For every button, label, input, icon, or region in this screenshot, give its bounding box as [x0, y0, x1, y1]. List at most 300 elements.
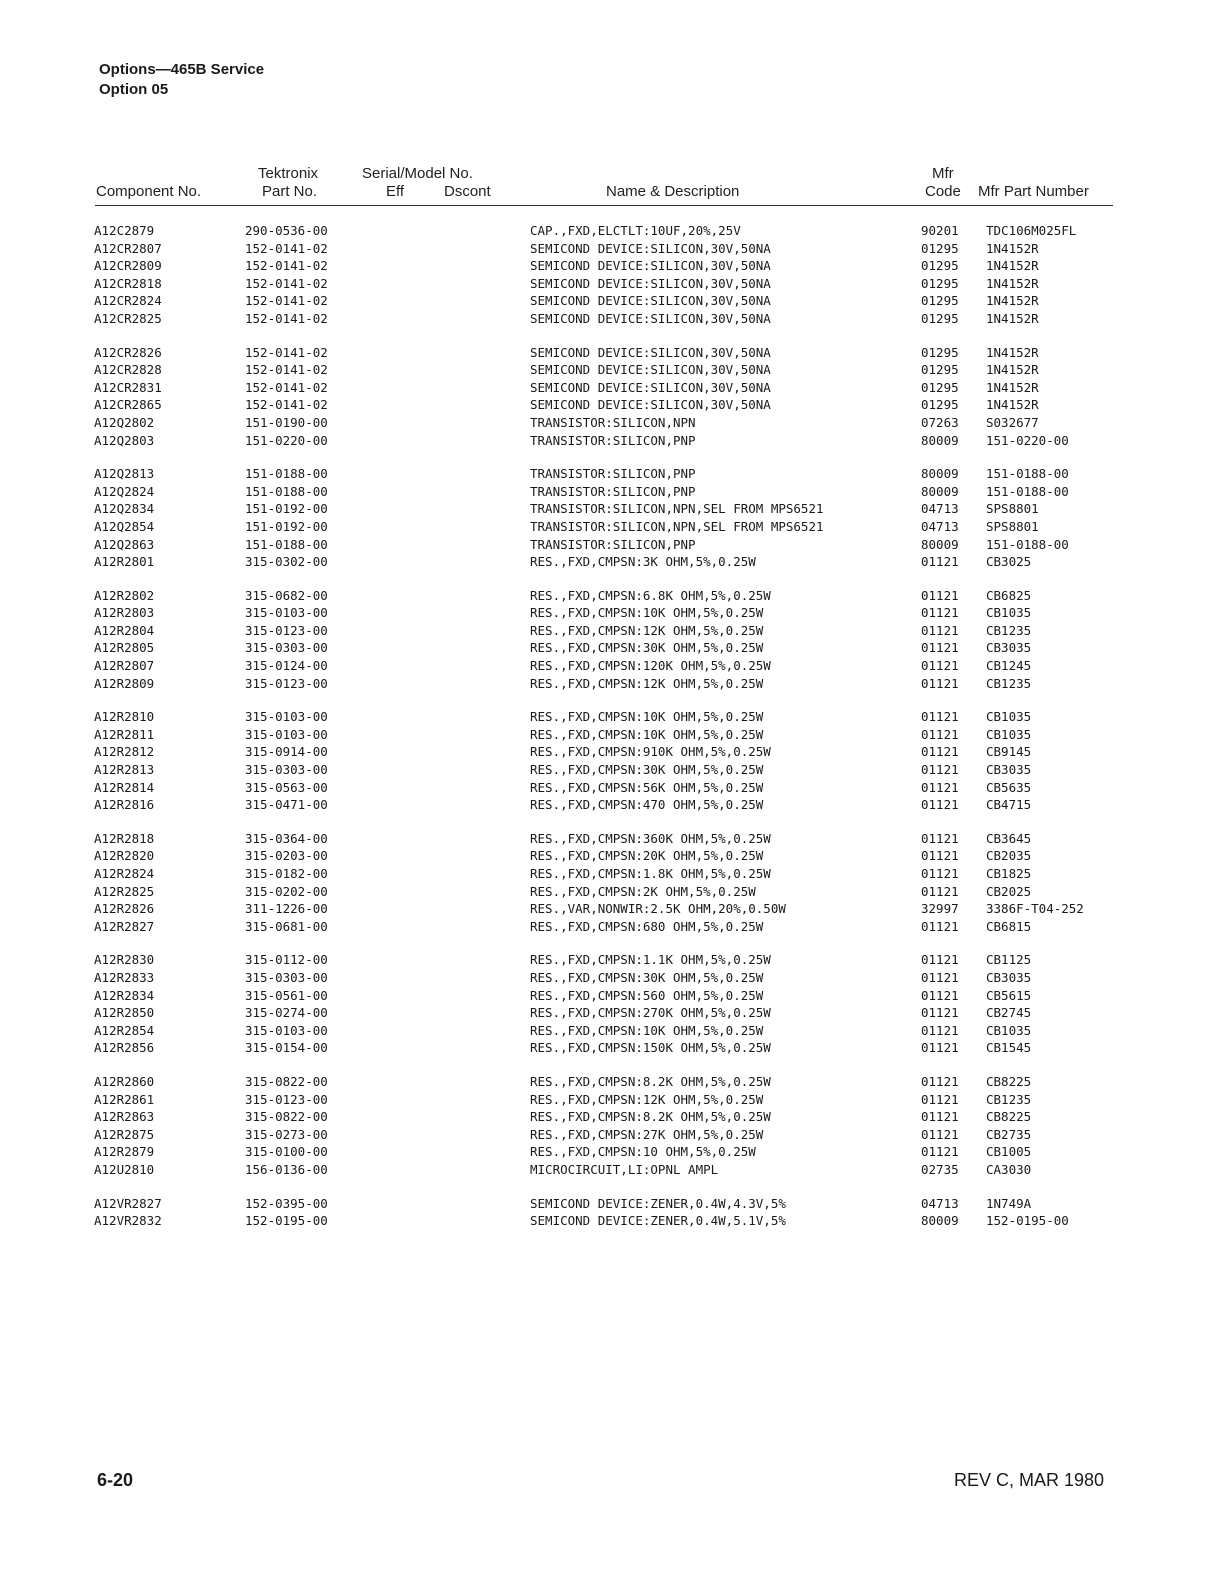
table-row: [0, 1022, 1224, 1040]
table-row: [0, 240, 1224, 258]
part-number: 315-0123-00: [245, 1091, 328, 1107]
component-number: A12CR2825: [94, 310, 162, 326]
mfr-part-number: 152-0195-00: [986, 1213, 1069, 1229]
part-number: 152-0395-00: [245, 1195, 328, 1211]
name-description: RES.,FXD,CMPSN:12K OHM,5%,0.25W: [530, 675, 764, 691]
part-number: 151-0190-00: [245, 414, 328, 430]
mfr-code: 01121: [921, 987, 959, 1003]
mfr-code: 80009: [921, 432, 959, 448]
name-description: RES.,FXD,CMPSN:30K OHM,5%,0.25W: [530, 969, 764, 985]
part-number: 315-0123-00: [245, 622, 328, 638]
mfr-code: 01121: [921, 726, 959, 742]
component-number: A12Q2854: [94, 518, 155, 534]
name-description: RES.,FXD,CMPSN:910K OHM,5%,0.25W: [530, 744, 771, 760]
part-number: 315-0561-00: [245, 987, 328, 1003]
component-number: A12R2809: [94, 675, 155, 691]
part-number: 151-0188-00: [245, 483, 328, 499]
name-description: SEMICOND DEVICE:SILICON,30V,50NA: [530, 258, 771, 274]
component-number: A12Q2863: [94, 536, 155, 552]
table-row: [0, 379, 1224, 397]
name-description: RES.,FXD,CMPSN:10K OHM,5%,0.25W: [530, 726, 764, 742]
component-number: A12R2860: [94, 1073, 155, 1089]
mfr-part-number: 1N4152R: [986, 362, 1039, 378]
name-description: RES.,FXD,CMPSN:30K OHM,5%,0.25W: [530, 762, 764, 778]
part-number: 152-0141-02: [245, 310, 328, 326]
part-number: 152-0141-02: [245, 275, 328, 291]
table-row: [0, 432, 1224, 450]
name-description: RES.,FXD,CMPSN:8.2K OHM,5%,0.25W: [530, 1073, 771, 1089]
name-description: SEMICOND DEVICE:SILICON,30V,50NA: [530, 310, 771, 326]
name-description: CAP.,FXD,ELCTLT:10UF,20%,25V: [530, 223, 741, 238]
name-description: RES.,FXD,CMPSN:470 OHM,5%,0.25W: [530, 797, 764, 813]
table-row: [0, 900, 1224, 918]
component-number: A12Q2813: [94, 466, 155, 482]
mfr-part-number: CB6825: [986, 587, 1032, 603]
part-number: 315-0103-00: [245, 1022, 328, 1038]
table-row: [0, 1143, 1224, 1161]
part-number: 315-0303-00: [245, 640, 328, 656]
table-row: [0, 292, 1224, 310]
table-row: [0, 743, 1224, 761]
mfr-part-number: CB1245: [986, 658, 1032, 674]
table-row: [0, 604, 1224, 622]
part-number: 315-0103-00: [245, 709, 328, 725]
table-row: [0, 1073, 1224, 1091]
table-row: [0, 518, 1224, 536]
mfr-part-number: CB3035: [986, 762, 1032, 778]
name-description: RES.,FXD,CMPSN:8.2K OHM,5%,0.25W: [530, 1109, 771, 1125]
component-number: A12Q2802: [94, 414, 155, 430]
name-description: RES.,VAR,NONWIR:2.5K OHM,20%,0.50W: [530, 901, 786, 917]
name-description: MICROCIRCUIT,LI:OPNL AMPL: [530, 1161, 719, 1177]
mfr-code: 01121: [921, 1005, 959, 1021]
name-description: RES.,FXD,CMPSN:120K OHM,5%,0.25W: [530, 658, 771, 674]
col-component: Component No.: [96, 183, 202, 200]
part-number: 315-0914-00: [245, 744, 328, 760]
table-row: [0, 622, 1224, 640]
component-number: A12R2818: [94, 830, 155, 846]
mfr-code: 01121: [921, 830, 959, 846]
table-row: [0, 396, 1224, 414]
mfr-part-number: CB8225: [986, 1109, 1032, 1125]
mfr-code: 32997: [921, 901, 959, 917]
col-tektronix: Tektronix: [258, 165, 319, 182]
part-number: 315-0123-00: [245, 675, 328, 691]
part-number: 315-0154-00: [245, 1040, 328, 1056]
part-number: 151-0220-00: [245, 432, 328, 448]
table-row: [0, 883, 1224, 901]
component-number: A12R2830: [94, 952, 155, 968]
mfr-code: 01121: [921, 744, 959, 760]
component-number: A12R2804: [94, 622, 155, 638]
table-row: [0, 657, 1224, 675]
mfr-part-number: CB2035: [986, 848, 1032, 864]
name-description: RES.,FXD,CMPSN:2K OHM,5%,0.25W: [530, 883, 756, 899]
table-row: [0, 500, 1224, 518]
mfr-part-number: CB4715: [986, 797, 1032, 813]
component-number: A12C2879: [94, 223, 155, 238]
component-number: A12CR2809: [94, 258, 162, 274]
mfr-code: 01121: [921, 952, 959, 968]
part-number: 315-0302-00: [245, 554, 328, 570]
name-description: RES.,FXD,CMPSN:1.1K OHM,5%,0.25W: [530, 952, 771, 968]
component-number: A12R2810: [94, 709, 155, 725]
mfr-part-number: CB1125: [986, 952, 1032, 968]
mfr-code: 01121: [921, 675, 959, 691]
row-group: [0, 222, 1224, 328]
component-number: A12Q2803: [94, 432, 155, 448]
mfr-code: 01295: [921, 240, 959, 256]
row-group: [0, 344, 1224, 450]
part-number: 315-0103-00: [245, 605, 328, 621]
table-row: [0, 847, 1224, 865]
part-number: 315-0203-00: [245, 848, 328, 864]
component-number: A12R2807: [94, 658, 155, 674]
component-number: A12R2850: [94, 1005, 155, 1021]
table-row: [0, 761, 1224, 779]
mfr-part-number: 1N4152R: [986, 293, 1039, 309]
table-row: [0, 639, 1224, 657]
part-number: 315-0563-00: [245, 779, 328, 795]
col-part-no: Part No.: [262, 183, 318, 200]
mfr-part-number: 1N4152R: [986, 240, 1039, 256]
name-description: RES.,FXD,CMPSN:3K OHM,5%,0.25W: [530, 554, 756, 570]
parts-list: [0, 222, 1224, 1246]
name-description: RES.,FXD,CMPSN:27K OHM,5%,0.25W: [530, 1126, 764, 1142]
mfr-code: 01121: [921, 1073, 959, 1089]
part-number: 315-0273-00: [245, 1126, 328, 1142]
part-number: 315-0303-00: [245, 762, 328, 778]
part-number: 315-0681-00: [245, 918, 328, 934]
part-number: 311-1226-00: [245, 901, 328, 917]
name-description: RES.,FXD,CMPSN:10 OHM,5%,0.25W: [530, 1144, 756, 1160]
component-number: A12R2805: [94, 640, 155, 656]
part-number: 152-0141-02: [245, 379, 328, 395]
mfr-code: 01121: [921, 883, 959, 899]
mfr-part-number: SPS8801: [986, 518, 1039, 534]
mfr-code: 01121: [921, 1091, 959, 1107]
mfr-part-number: CB1035: [986, 605, 1032, 621]
part-number: 315-0112-00: [245, 952, 328, 968]
table-row: [0, 918, 1224, 936]
mfr-part-number: CB2745: [986, 1005, 1032, 1021]
component-number: A12R2803: [94, 605, 155, 621]
name-description: SEMICOND DEVICE:SILICON,30V,50NA: [530, 240, 771, 256]
row-group: [0, 1195, 1224, 1230]
name-description: RES.,FXD,CMPSN:12K OHM,5%,0.25W: [530, 1091, 764, 1107]
mfr-code: 01295: [921, 344, 959, 360]
mfr-code: 01295: [921, 293, 959, 309]
header-subtitle: Option 05: [99, 81, 169, 98]
mfr-code: 01121: [921, 1109, 959, 1125]
table-row: [0, 361, 1224, 379]
name-description: SEMICOND DEVICE:ZENER,0.4W,5.1V,5%: [530, 1213, 786, 1229]
table-row: [0, 796, 1224, 814]
mfr-code: 01121: [921, 762, 959, 778]
part-number: 152-0141-02: [245, 397, 328, 413]
mfr-part-number: CB5635: [986, 779, 1032, 795]
name-description: RES.,FXD,CMPSN:10K OHM,5%,0.25W: [530, 605, 764, 621]
table-row: [0, 1004, 1224, 1022]
col-serial-model: Serial/Model No.: [362, 165, 473, 182]
mfr-part-number: SPS8801: [986, 501, 1039, 517]
mfr-code: 04713: [921, 1195, 959, 1211]
mfr-part-number: 151-0220-00: [986, 432, 1069, 448]
revision-date: REV C, MAR 1980: [954, 1470, 1105, 1490]
header-rule: [95, 205, 1113, 206]
row-group: [0, 951, 1224, 1057]
name-description: TRANSISTOR:SILICON,PNP: [530, 466, 696, 482]
mfr-code: 01295: [921, 397, 959, 413]
name-description: SEMICOND DEVICE:SILICON,30V,50NA: [530, 397, 771, 413]
table-row: [0, 1091, 1224, 1109]
name-description: SEMICOND DEVICE:SILICON,30V,50NA: [530, 293, 771, 309]
table-row: [0, 708, 1224, 726]
page-number: 6-20: [97, 1470, 134, 1490]
component-number: A12R2816: [94, 797, 155, 813]
table-row: [0, 830, 1224, 848]
table-row: [0, 483, 1224, 501]
component-number: A12R2879: [94, 1144, 155, 1160]
mfr-code: 01121: [921, 918, 959, 934]
mfr-code: 01121: [921, 587, 959, 603]
component-number: A12VR2832: [94, 1213, 162, 1229]
component-number: A12R2825: [94, 883, 155, 899]
mfr-part-number: 151-0188-00: [986, 536, 1069, 552]
component-number: A12R2820: [94, 848, 155, 864]
part-number: 315-0471-00: [245, 797, 328, 813]
mfr-part-number: CB1005: [986, 1144, 1032, 1160]
table-row: [0, 779, 1224, 797]
component-number: A12R2833: [94, 969, 155, 985]
mfr-code: 01295: [921, 379, 959, 395]
mfr-code: 01121: [921, 622, 959, 638]
mfr-code: 01295: [921, 310, 959, 326]
table-row: [0, 987, 1224, 1005]
mfr-code: 01121: [921, 658, 959, 674]
col-code: Code: [925, 183, 961, 200]
name-description: RES.,FXD,CMPSN:150K OHM,5%,0.25W: [530, 1040, 771, 1056]
mfr-part-number: 1N4152R: [986, 310, 1039, 326]
part-number: 315-0822-00: [245, 1109, 328, 1125]
part-number: 315-0103-00: [245, 726, 328, 742]
mfr-part-number: CB5615: [986, 987, 1032, 1003]
mfr-part-number: CB1545: [986, 1040, 1032, 1056]
component-number: A12R2811: [94, 726, 155, 742]
component-number: A12CR2865: [94, 397, 162, 413]
mfr-part-number: CB8225: [986, 1073, 1032, 1089]
mfr-part-number: CB1235: [986, 622, 1032, 638]
part-number: 315-0100-00: [245, 1144, 328, 1160]
component-number: A12CR2824: [94, 293, 162, 309]
mfr-code: 04713: [921, 518, 959, 534]
part-number: 315-0303-00: [245, 969, 328, 985]
name-description: RES.,FXD,CMPSN:10K OHM,5%,0.25W: [530, 1022, 764, 1038]
part-number: 315-0124-00: [245, 658, 328, 674]
name-description: SEMICOND DEVICE:ZENER,0.4W,4.3V,5%: [530, 1195, 786, 1211]
mfr-part-number: 1N4152R: [986, 275, 1039, 291]
mfr-code: 01121: [921, 605, 959, 621]
col-mfr: Mfr: [932, 165, 954, 182]
table-row: [0, 951, 1224, 969]
component-number: A12R2863: [94, 1109, 155, 1125]
part-number: 315-0182-00: [245, 866, 328, 881]
mfr-part-number: CB3645: [986, 830, 1032, 846]
name-description: TRANSISTOR:SILICON,PNP: [530, 536, 696, 552]
mfr-code: 01121: [921, 969, 959, 985]
mfr-code: 07263: [921, 414, 959, 430]
component-number: A12R2827: [94, 918, 155, 934]
name-description: RES.,FXD,CMPSN:680 OHM,5%,0.25W: [530, 918, 764, 934]
mfr-part-number: CA3030: [986, 1161, 1032, 1177]
row-group: [0, 1073, 1224, 1179]
mfr-code: 80009: [921, 483, 959, 499]
part-number: 315-0274-00: [245, 1005, 328, 1021]
table-row: [0, 587, 1224, 605]
row-group: [0, 708, 1224, 814]
mfr-part-number: S032677: [986, 414, 1039, 430]
mfr-code: 01121: [921, 709, 959, 725]
mfr-code: 01121: [921, 640, 959, 656]
mfr-code: 80009: [921, 466, 959, 482]
name-description: TRANSISTOR:SILICON,NPN,SEL FROM MPS6521: [530, 518, 824, 534]
component-number: A12R2812: [94, 744, 155, 760]
mfr-part-number: 1N4152R: [986, 258, 1039, 274]
header-title: Options—465B Service: [99, 61, 265, 78]
table-row: [0, 1108, 1224, 1126]
mfr-code: 01295: [921, 258, 959, 274]
component-number: A12R2813: [94, 762, 155, 778]
mfr-code: 01121: [921, 797, 959, 813]
table-row: [0, 969, 1224, 987]
name-description: RES.,FXD,CMPSN:10K OHM,5%,0.25W: [530, 709, 764, 725]
component-number: A12U2810: [94, 1161, 155, 1177]
table-row: [0, 222, 1224, 240]
component-number: A12R2854: [94, 1022, 155, 1038]
page-header: [99, 60, 264, 100]
component-number: A12R2802: [94, 587, 155, 603]
row-group: [0, 587, 1224, 693]
component-number: A12R2826: [94, 901, 155, 917]
part-number: 151-0188-00: [245, 536, 328, 552]
name-description: TRANSISTOR:SILICON,NPN: [530, 414, 696, 430]
table-row: [0, 414, 1224, 432]
mfr-code: 01295: [921, 275, 959, 291]
table-row: [0, 1126, 1224, 1144]
part-number: 315-0364-00: [245, 830, 328, 846]
name-description: RES.,FXD,CMPSN:360K OHM,5%,0.25W: [530, 830, 771, 846]
component-number: A12R2801: [94, 554, 155, 570]
mfr-code: 80009: [921, 1213, 959, 1229]
col-mfr-part-number: Mfr Part Number: [978, 183, 1089, 200]
table-row: [0, 675, 1224, 693]
name-description: SEMICOND DEVICE:SILICON,30V,50NA: [530, 275, 771, 291]
table-row: [0, 257, 1224, 275]
mfr-code: 01121: [921, 1022, 959, 1038]
part-number: 152-0141-02: [245, 258, 328, 274]
component-number: A12CR2807: [94, 240, 162, 256]
component-number: A12Q2834: [94, 501, 155, 517]
part-number: 151-0192-00: [245, 501, 328, 517]
component-number: A12VR2827: [94, 1195, 162, 1211]
mfr-code: 01121: [921, 1126, 959, 1142]
table-row: [0, 275, 1224, 293]
component-number: A12CR2818: [94, 275, 162, 291]
name-description: RES.,FXD,CMPSN:12K OHM,5%,0.25W: [530, 622, 764, 638]
mfr-part-number: 151-0188-00: [986, 483, 1069, 499]
name-description: TRANSISTOR:SILICON,PNP: [530, 432, 696, 448]
col-dscont: Dscont: [444, 183, 491, 200]
mfr-part-number: CB9145: [986, 744, 1032, 760]
mfr-code: 01121: [921, 554, 959, 570]
part-number: 290-0536-00: [245, 223, 328, 238]
part-number: 315-0682-00: [245, 587, 328, 603]
mfr-part-number: CB1035: [986, 726, 1032, 742]
component-number: A12CR2826: [94, 344, 162, 360]
table-row: [0, 553, 1224, 571]
mfr-code: 01121: [921, 779, 959, 795]
mfr-part-number: CB3035: [986, 640, 1032, 656]
mfr-code: 02735: [921, 1161, 959, 1177]
mfr-part-number: CB3025: [986, 554, 1032, 570]
mfr-code: 04713: [921, 501, 959, 517]
mfr-part-number: CB1035: [986, 709, 1032, 725]
mfr-part-number: CB2025: [986, 883, 1032, 899]
mfr-part-number: CB6815: [986, 918, 1032, 934]
part-number: 315-0202-00: [245, 883, 328, 899]
table-row: [0, 310, 1224, 328]
mfr-part-number: 1N4152R: [986, 379, 1039, 395]
mfr-code: 90201: [921, 223, 959, 238]
mfr-part-number: 3386F-T04-252: [986, 901, 1084, 917]
row-group: [0, 830, 1224, 936]
mfr-part-number: 151-0188-00: [986, 466, 1069, 482]
mfr-code: 01295: [921, 362, 959, 378]
name-description: SEMICOND DEVICE:SILICON,30V,50NA: [530, 344, 771, 360]
table-row: [0, 726, 1224, 744]
mfr-part-number: CB1235: [986, 1091, 1032, 1107]
mfr-code: 01121: [921, 1144, 959, 1160]
table-row: [0, 1161, 1224, 1179]
part-number: 315-0822-00: [245, 1073, 328, 1089]
component-number: A12R2824: [94, 866, 155, 881]
name-description: RES.,FXD,CMPSN:6.8K OHM,5%,0.25W: [530, 587, 771, 603]
component-number: A12R2834: [94, 987, 155, 1003]
table-row: [0, 465, 1224, 483]
col-name-description: Name & Description: [606, 183, 740, 200]
mfr-part-number: CB1035: [986, 1022, 1032, 1038]
mfr-part-number: 1N4152R: [986, 397, 1039, 413]
mfr-code: 01121: [921, 866, 959, 881]
part-number: 152-0141-02: [245, 362, 328, 378]
component-number: A12R2875: [94, 1126, 155, 1142]
mfr-part-number: 1N749A: [986, 1195, 1032, 1211]
name-description: RES.,FXD,CMPSN:56K OHM,5%,0.25W: [530, 779, 764, 795]
mfr-code: 01121: [921, 1040, 959, 1056]
row-group: [0, 465, 1224, 571]
part-number: 152-0141-02: [245, 344, 328, 360]
table-row: [0, 1212, 1224, 1230]
mfr-part-number: TDC106M025FL: [986, 223, 1077, 238]
name-description: TRANSISTOR:SILICON,PNP: [530, 483, 696, 499]
name-description: RES.,FXD,CMPSN:1.8K OHM,5%,0.25W: [530, 866, 771, 881]
component-number: A12R2861: [94, 1091, 155, 1107]
name-description: RES.,FXD,CMPSN:270K OHM,5%,0.25W: [530, 1005, 771, 1021]
mfr-part-number: CB3035: [986, 969, 1032, 985]
name-description: RES.,FXD,CMPSN:30K OHM,5%,0.25W: [530, 640, 764, 656]
component-number: A12CR2828: [94, 362, 162, 378]
name-description: RES.,FXD,CMPSN:560 OHM,5%,0.25W: [530, 987, 764, 1003]
